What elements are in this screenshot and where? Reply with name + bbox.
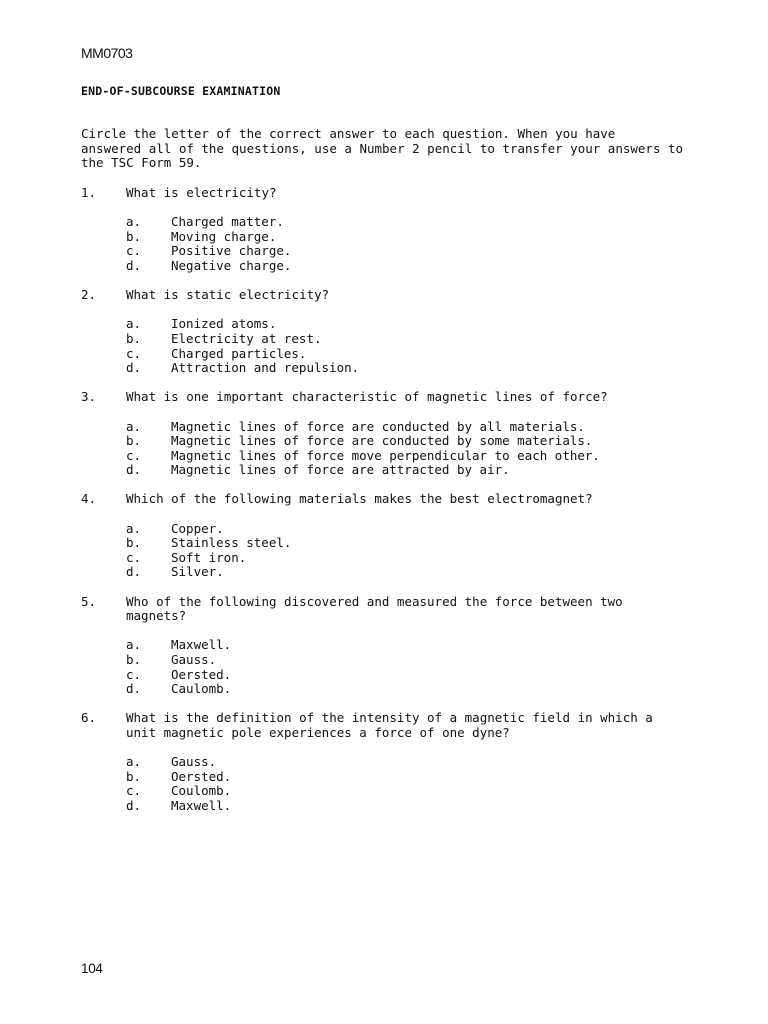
option-letter: c. — [126, 243, 142, 259]
option-text: Copper. — [171, 520, 224, 536]
option-text: Coulomb. — [171, 783, 232, 799]
answer-options — [126, 215, 721, 273]
option-letter: c. — [126, 345, 142, 361]
option-letter: a. — [126, 418, 142, 434]
answer-option — [126, 784, 721, 799]
answer-option — [126, 463, 721, 478]
option-text: Negative charge. — [171, 257, 292, 273]
answer-option — [126, 565, 721, 580]
answer-options — [126, 755, 721, 813]
option-text: Oersted. — [171, 768, 232, 784]
option-text: Moving charge. — [171, 228, 277, 244]
option-text: Magnetic lines of force move perpendicular to each other. — [171, 447, 600, 463]
option-letter: d. — [126, 681, 142, 697]
question-list — [81, 186, 721, 828]
answer-option — [126, 332, 721, 347]
option-text: Maxwell. — [171, 637, 232, 653]
option-letter: c. — [126, 549, 142, 565]
answer-option — [126, 361, 721, 376]
option-text: Ionized atoms. — [171, 316, 277, 332]
option-text: Charged matter. — [171, 214, 284, 230]
answer-options — [126, 317, 721, 375]
option-letter: b. — [126, 768, 142, 784]
option-letter: d. — [126, 797, 142, 813]
option-letter: b. — [126, 433, 142, 449]
question-3 — [81, 390, 721, 478]
option-text: Electricity at rest. — [171, 330, 322, 346]
answer-option — [126, 449, 721, 464]
option-letter: a. — [126, 754, 142, 770]
exam-title: END-OF-SUBCOURSE EXAMINATION — [81, 84, 281, 98]
question-number: 4. — [81, 491, 97, 507]
answer-options — [126, 522, 721, 580]
option-letter: b. — [126, 330, 142, 346]
answer-option — [126, 347, 721, 362]
option-text: Caulomb. — [171, 681, 232, 697]
answer-option — [126, 230, 721, 245]
question-6 — [81, 711, 721, 813]
answer-option — [126, 522, 721, 537]
question-number: 6. — [81, 710, 97, 726]
option-letter: a. — [126, 637, 142, 653]
document-code: MM0703 — [81, 45, 133, 61]
option-letter: a. — [126, 520, 142, 536]
question-text: What is the definition of the intensity of a magnetic field in which a unit magnetic pole experiences a force of one dyne? — [126, 710, 653, 740]
answer-option — [126, 434, 721, 449]
answer-option — [126, 668, 721, 683]
question-number: 5. — [81, 593, 97, 609]
answer-option — [126, 653, 721, 668]
option-letter: d. — [126, 462, 142, 478]
option-letter: a. — [126, 214, 142, 230]
question-number: 3. — [81, 389, 97, 405]
option-letter: b. — [126, 535, 142, 551]
question-text: Which of the following materials makes the best electromagnet? — [126, 491, 593, 507]
option-text: Maxwell. — [171, 797, 232, 813]
answer-option — [126, 420, 721, 435]
question-text: Who of the following discovered and measured the force between two magnets? — [126, 593, 623, 624]
option-letter: d. — [126, 564, 142, 580]
option-text: Gauss. — [171, 652, 217, 667]
question-text: What is electricity? — [126, 185, 277, 200]
option-letter: c. — [126, 447, 142, 463]
answer-option — [126, 215, 721, 230]
option-text: Charged particles. — [171, 345, 307, 361]
question-number: 1. — [81, 185, 97, 200]
answer-option — [126, 536, 721, 551]
option-text: Positive charge. — [171, 243, 292, 259]
answer-option — [126, 551, 721, 566]
question-2 — [81, 288, 721, 376]
option-text: Magnetic lines of force are conducted by some materials. — [171, 433, 593, 449]
option-text: Stainless steel. — [171, 535, 292, 551]
answer-options — [126, 638, 721, 696]
answer-option — [126, 770, 721, 785]
question-text: What is one important characteristic of magnetic lines of force? — [126, 389, 608, 405]
answer-options — [126, 420, 721, 478]
option-text: Silver. — [171, 564, 224, 580]
option-letter: d. — [126, 257, 142, 273]
question-1 — [81, 186, 721, 274]
answer-option — [126, 755, 721, 770]
answer-option — [126, 317, 721, 332]
answer-option — [126, 799, 721, 814]
question-4 — [81, 492, 721, 580]
option-text: Gauss. — [171, 754, 217, 770]
option-letter: d. — [126, 360, 142, 376]
option-text: Magnetic lines of force are attracted by air. — [171, 462, 510, 478]
answer-option — [126, 244, 721, 259]
option-text: Magnetic lines of force are conducted by all materials. — [171, 418, 585, 434]
page-number: 104 — [81, 961, 103, 976]
answer-option — [126, 682, 721, 697]
option-letter: c. — [126, 666, 142, 682]
option-text: Soft iron. — [171, 549, 247, 565]
question-number: 2. — [81, 287, 97, 303]
answer-option — [126, 259, 721, 274]
question-text: What is static electricity? — [126, 287, 330, 303]
option-text: Oersted. — [171, 666, 232, 682]
option-text: Attraction and repulsion. — [171, 360, 360, 376]
answer-option — [126, 638, 721, 653]
option-letter: b. — [126, 228, 142, 244]
option-letter: b. — [126, 652, 142, 667]
instructions: Circle the letter of the correct answer to each question. When you have answered all of the questions, use a Number 2 pencil to transfer your answers to the TSC Form 59. — [81, 126, 684, 170]
option-letter: a. — [126, 316, 142, 332]
option-letter: c. — [126, 783, 142, 799]
question-5 — [81, 595, 721, 697]
